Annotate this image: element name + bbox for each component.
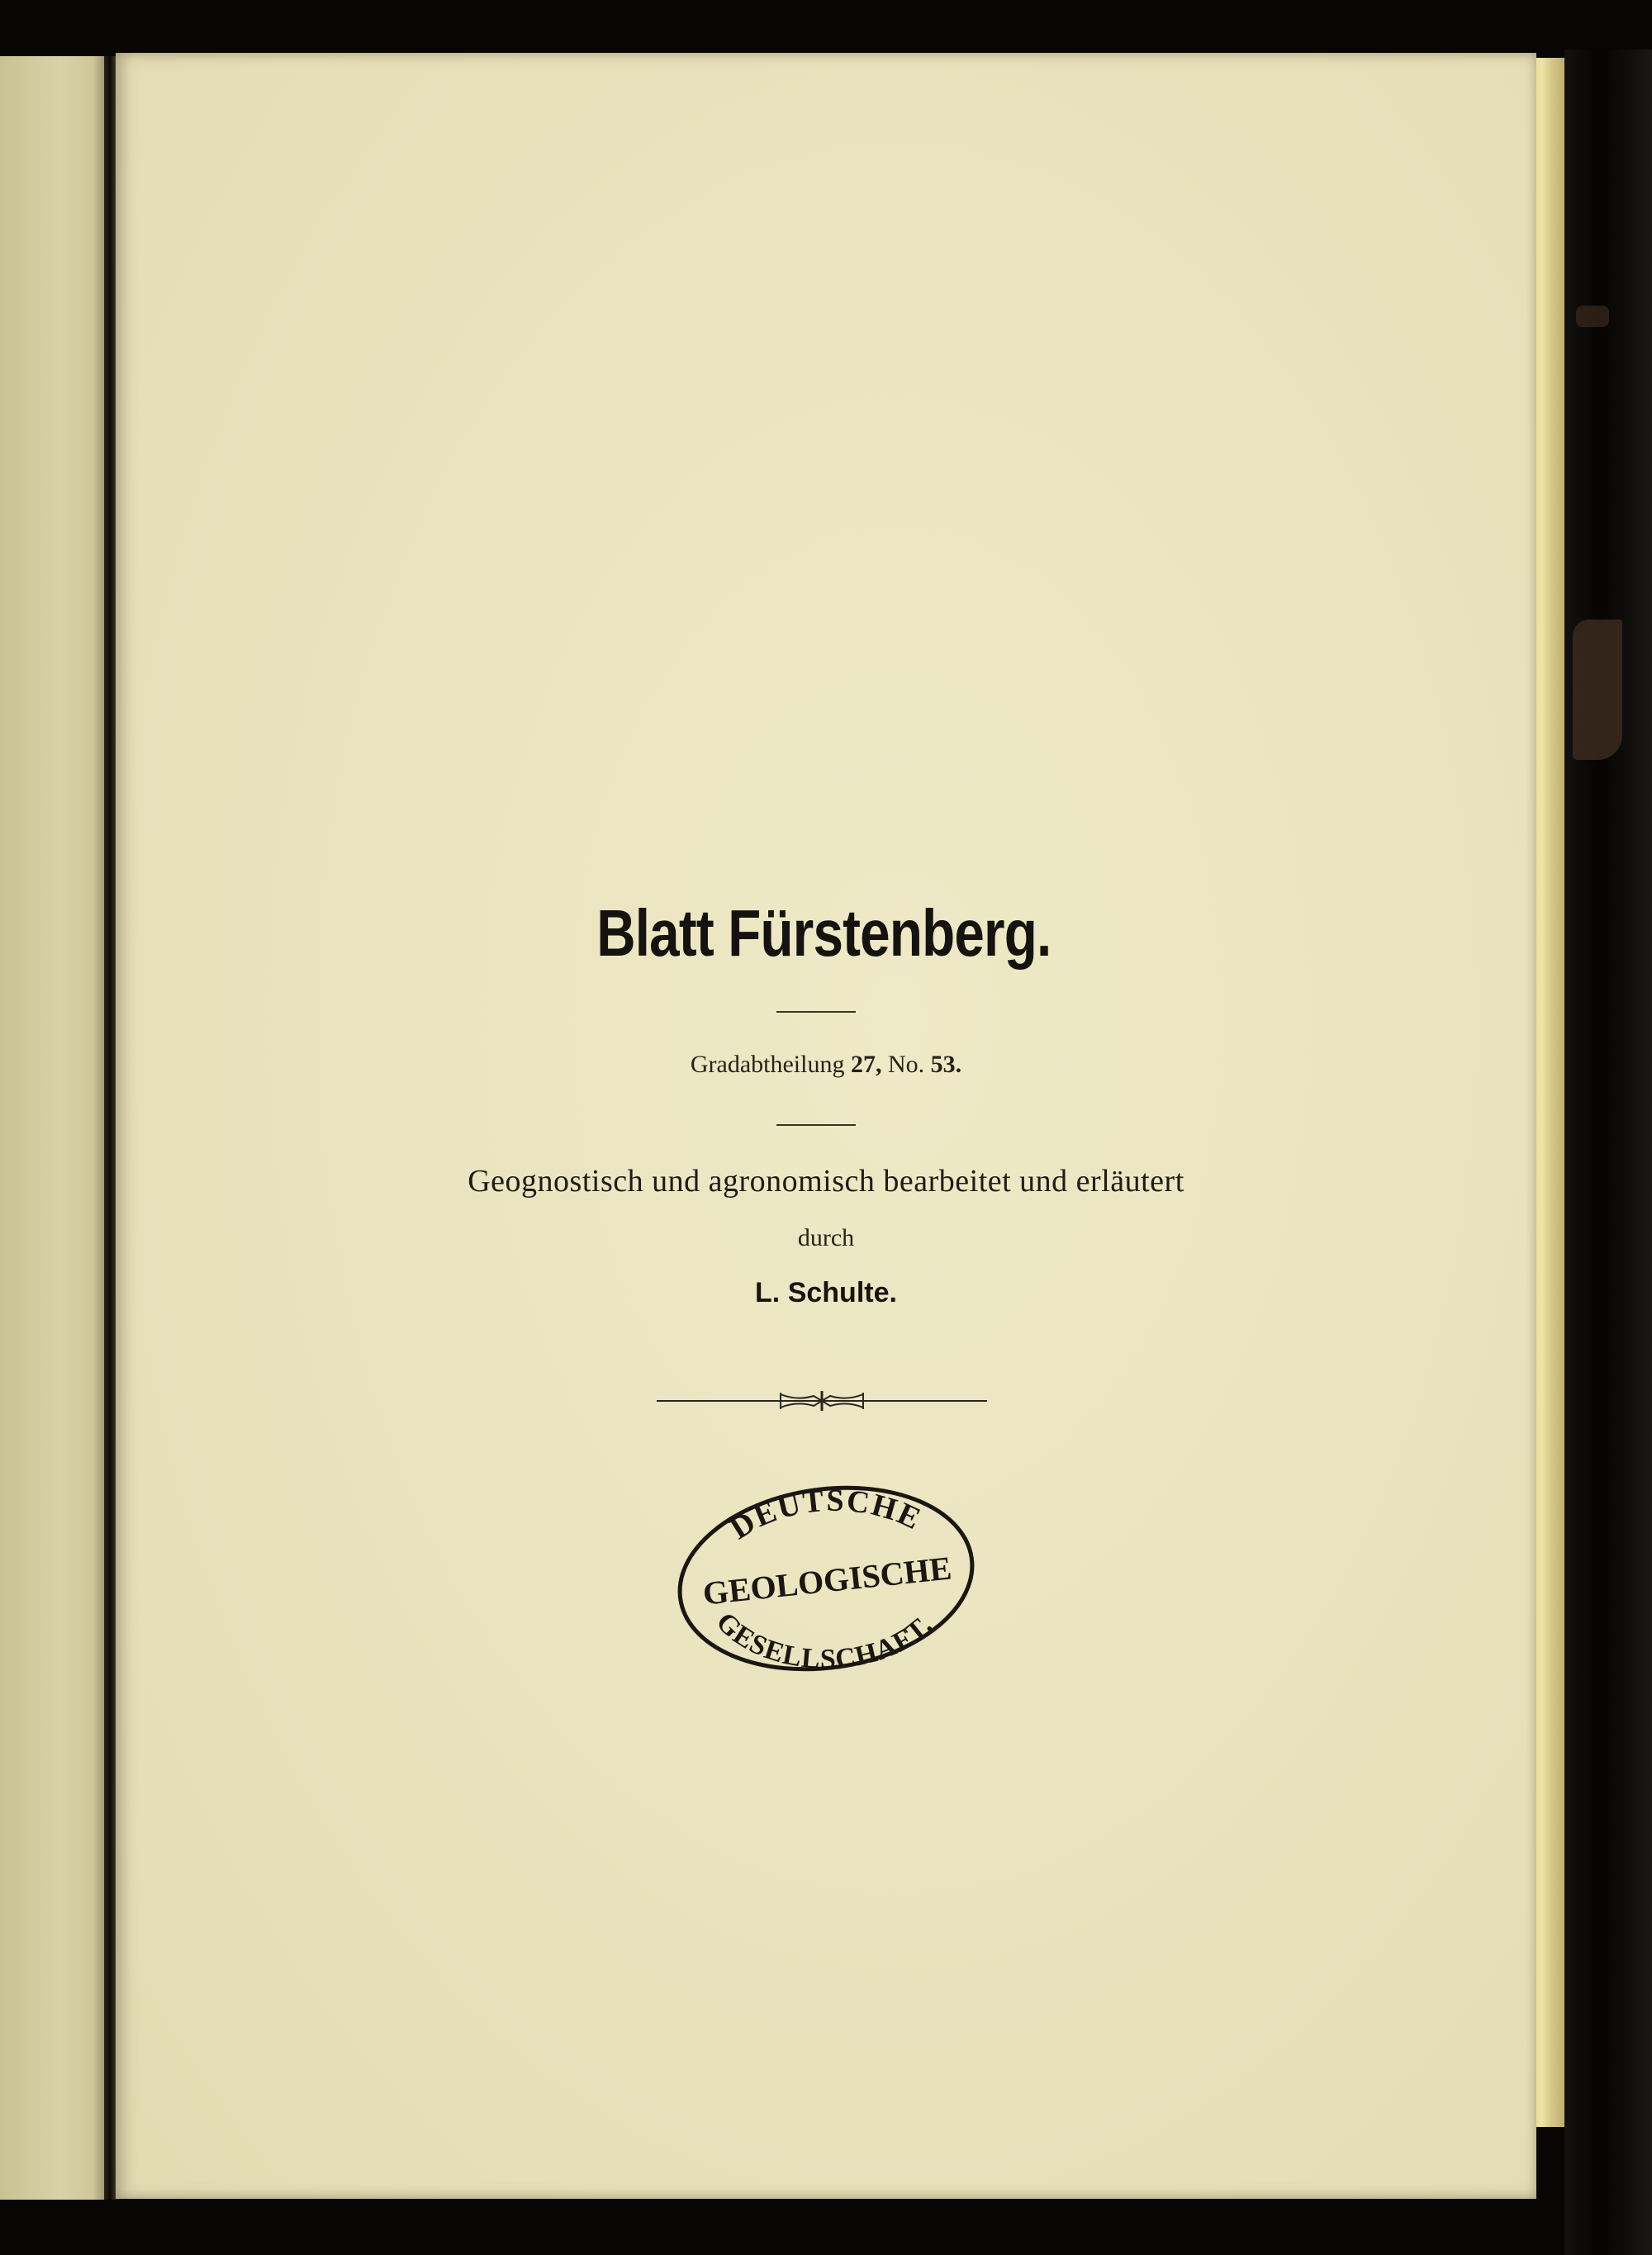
sheet-number: 53.: [930, 1051, 962, 1078]
library-stamp: [653, 1469, 999, 1684]
page-title: Blatt Fürstenberg.: [596, 896, 1051, 970]
book-cover-edge: [1564, 50, 1652, 2255]
left-page-edge: [0, 56, 109, 2200]
stamp-bottom-text: GESELLSCHAFT.: [710, 1606, 939, 1675]
title-page: [116, 53, 1536, 2199]
author-name: L. Schulte.: [755, 1277, 897, 1308]
divider-rule-bottom: [776, 1124, 856, 1126]
grid-section-label: Gradabtheilung: [690, 1051, 845, 1078]
divider-rule-top: [776, 1011, 856, 1013]
sheet-number-label: No.: [887, 1051, 925, 1078]
grid-section-number: 27,: [850, 1051, 882, 1078]
stamp-middle-text: GEOLOGISCHE: [700, 1549, 954, 1612]
svg-text:GESELLSCHAFT.: [710, 1607, 939, 1675]
ornament-divider: [657, 1381, 987, 1421]
by-line: durch: [797, 1224, 855, 1251]
book-gutter: [104, 56, 116, 2200]
description-line: Geognostisch und agronomisch bearbeitet und erläutert: [468, 1164, 1184, 1199]
grid-section-line: [116, 1051, 1536, 1079]
stamp-top-text: DEUTSCHE: [724, 1483, 928, 1546]
